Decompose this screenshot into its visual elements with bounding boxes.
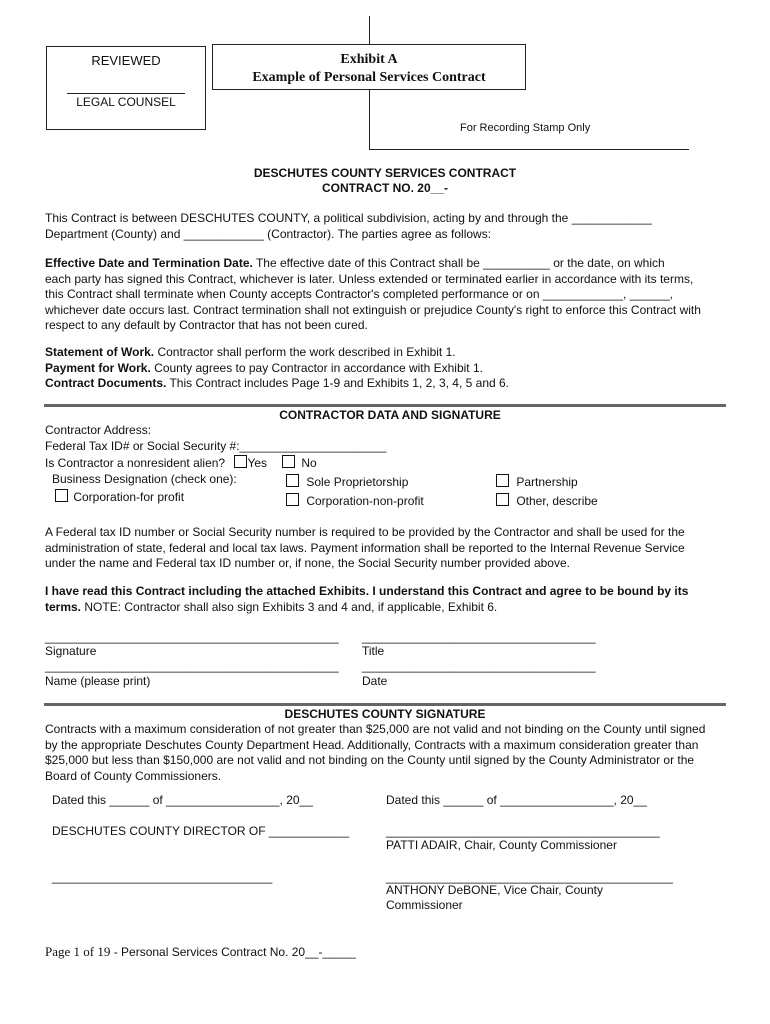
reviewed-signature-line — [67, 93, 185, 94]
exhibit-title: Exhibit A — [340, 52, 398, 67]
signature-line[interactable]: ____________________________________________ — [45, 630, 339, 644]
reviewed-stamp-box — [46, 46, 206, 130]
chair-name: PATTI ADAIR, Chair, County Commissioner — [386, 838, 617, 852]
contractor-address-label: Contractor Address: — [45, 423, 152, 437]
effective-date-text: The effective date of this Contract shall be __________ or the date, on which — [252, 256, 665, 270]
intro-line: Department (County) and ____________ (Contractor). The parties agree as follows: — [45, 226, 492, 241]
option-corporation-for-profit[interactable] — [55, 489, 184, 504]
title-line[interactable]: ___________________________________ — [362, 630, 596, 644]
title-label: Title — [362, 644, 385, 658]
contract-title: DESCHUTES COUNTY SERVICES CONTRACT — [253, 166, 517, 180]
exhibit-heading-box — [212, 44, 526, 90]
recording-stamp-label: For Recording Stamp Only — [460, 122, 591, 134]
section-divider — [44, 404, 726, 407]
other-label: Other, describe — [516, 494, 598, 508]
contract-documents-heading: Contract Documents. — [45, 376, 167, 390]
corporation-for-profit-label: Corporation-for profit — [73, 490, 185, 504]
section-divider — [44, 703, 726, 706]
county-paragraph — [45, 722, 725, 784]
option-other[interactable] — [496, 493, 598, 508]
stamp-area-bottom-line — [369, 149, 689, 150]
county-paragraph-line: Contracts with a maximum consideration of not greater than $25,000 are not valid and not binding on the County until signed — [45, 722, 706, 736]
sole-proprietorship-checkbox[interactable] — [286, 474, 299, 487]
contract-number: CONTRACT NO. 20__- — [321, 181, 449, 195]
vice-chair-name: ANTHONY DeBONE, Vice Chair, County — [386, 883, 603, 897]
sole-proprietorship-label: Sole Proprietorship — [306, 475, 409, 489]
option-sole-proprietorship[interactable] — [286, 474, 408, 489]
payment-heading: Payment for Work. — [45, 360, 151, 375]
page-footer — [45, 944, 356, 960]
acknowledgement-paragraph — [45, 584, 725, 615]
page-number: Page 1 of 19 — [45, 944, 111, 959]
director-signature-line[interactable]: _________________________________ — [52, 870, 273, 884]
statement-of-work-text: Contractor shall perform the work described in Exhibit 1. — [154, 345, 456, 359]
terms-section — [45, 345, 725, 392]
contractor-fields — [45, 423, 386, 454]
intro-line: This Contract is between DESCHUTES COUNTY, a political subdivision, acting by and through the ____________ — [45, 211, 652, 225]
dated-right-field[interactable]: Dated this ______ of _________________, 20__ — [386, 793, 647, 807]
partnership-checkbox[interactable] — [496, 474, 509, 487]
option-partnership[interactable] — [496, 474, 578, 489]
option-corporation-non-profit[interactable] — [286, 493, 424, 508]
statement-of-work-heading: Statement of Work. — [45, 345, 155, 359]
tax-info-line: A Federal tax ID number or Social Security number is required to be provided by the Contractor and shall be used for the — [45, 525, 685, 539]
county-paragraph-line: by the appropriate Deschutes County Department Head. Additionally, Contracts with a maximum consideration greater than — [45, 737, 699, 752]
vice-chair-signature-line[interactable]: ___________________________________________ — [386, 870, 673, 884]
effective-date-line: respect to any default by Contractor that has not been cured. — [45, 318, 368, 332]
effective-date-line: this Contract shall terminate when County accepts Contractor's completed performance or on ____________, ______, — [45, 287, 673, 301]
nonresident-alien-row — [45, 455, 317, 470]
no-checkbox[interactable] — [282, 455, 295, 468]
other-checkbox[interactable] — [496, 493, 509, 506]
yes-label: Yes — [247, 456, 268, 470]
chair-signature-line[interactable]: _________________________________________ — [386, 824, 660, 838]
name-label: Name (please print) — [45, 674, 151, 688]
signature-label: Signature — [45, 644, 97, 658]
date-line[interactable]: ___________________________________ — [362, 659, 596, 673]
contractor-section-heading: CONTRACTOR DATA AND SIGNATURE — [279, 408, 501, 422]
acknowledgement-terms: terms. — [45, 599, 82, 614]
county-section-heading: DESCHUTES COUNTY SIGNATURE — [284, 707, 486, 721]
legal-counsel-label: LEGAL COUNSEL — [76, 95, 176, 109]
effective-date-paragraph — [45, 256, 725, 334]
effective-date-heading: Effective Date and Termination Date. — [45, 256, 253, 270]
no-label: No — [301, 456, 317, 470]
acknowledgement-line: I have read this Contract including the attached Exhibits. I understand this Contract and agree to be bound by its — [45, 584, 689, 598]
corporation-for-profit-checkbox[interactable] — [55, 489, 68, 502]
county-paragraph-line: Board of County Commissioners. — [45, 768, 222, 783]
business-designation-label: Business Designation (check one): — [52, 472, 237, 486]
county-paragraph-line: $25,000 but less than $150,000 are not valid and not binding on the County until signed by the County Administrator or the — [45, 753, 695, 767]
tax-id-field[interactable]: Federal Tax ID# or Social Security #:______________________ — [45, 438, 387, 453]
yes-checkbox[interactable] — [234, 455, 247, 468]
contract-documents-text: This Contract includes Page 1-9 and Exhibits 1, 2, 3, 4, 5 and 6. — [166, 376, 510, 390]
effective-date-line: each party has signed this Contract, whichever is later. Unless extended or terminated earlier in accordance with its terms, — [45, 271, 694, 286]
date-label: Date — [362, 674, 388, 688]
corporation-non-profit-checkbox[interactable] — [286, 493, 299, 506]
nonresident-alien-label: Is Contractor a nonresident alien? — [45, 456, 226, 470]
intro-paragraph — [45, 211, 725, 242]
footer-contract-number: - Personal Services Contract No. 20__-_____ — [110, 945, 356, 959]
corporation-non-profit-label: Corporation-non-profit — [306, 494, 424, 508]
acknowledgement-note: NOTE: Contractor shall also sign Exhibits 3 and 4 and, if applicable, Exhibit 6. — [81, 599, 498, 614]
tax-info-line: under the name and Federal tax ID number or, if none, the Social Security number provided above. — [45, 556, 570, 570]
name-line[interactable]: ____________________________________________ — [45, 659, 339, 673]
dated-left-field[interactable]: Dated this ______ of _________________, 20__ — [52, 793, 313, 807]
exhibit-subtitle: Example of Personal Services Contract — [252, 70, 486, 85]
payment-text: County agrees to pay Contractor in accordance with Exhibit 1. — [150, 360, 483, 375]
tax-info-paragraph — [45, 525, 725, 572]
county-director-field[interactable]: DESCHUTES COUNTY DIRECTOR OF ____________ — [52, 824, 349, 838]
vice-chair-title: Commissioner — [386, 898, 463, 912]
effective-date-line: whichever date occurs last. Contract termination shall not extinguish or prejudice County's right to enforce this Contract with — [45, 302, 701, 317]
partnership-label: Partnership — [516, 475, 578, 489]
reviewed-title: REVIEWED — [91, 53, 161, 68]
tax-info-line: administration of state, federal and local tax laws. Payment information shall be reported to the Internal Revenue Service — [45, 540, 685, 555]
